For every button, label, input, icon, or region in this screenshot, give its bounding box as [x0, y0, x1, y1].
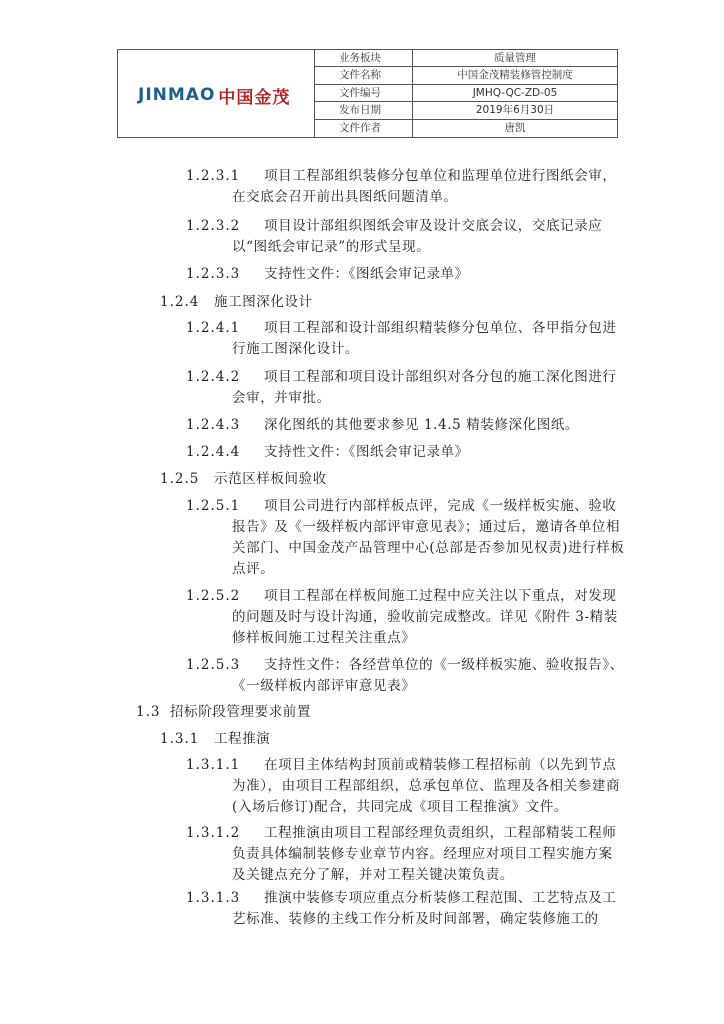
- clause-1-2-3-2: [186, 216, 626, 260]
- clause-1-2-3-1: [186, 166, 626, 210]
- clause-text: 项目工程部和项目设计部组织对各分包的施工深化图进行会审，并审批。: [232, 369, 617, 406]
- clause-number: 1.2.4.3: [186, 417, 241, 433]
- clause-text: 项目设计部组织图纸会审及设计交底会议，交底记录应以“图纸会审记录”的形式呈现。: [232, 218, 603, 255]
- section-title: 施工图深化设计: [214, 294, 313, 310]
- clause-1-2-5-2: [186, 586, 626, 650]
- clause-1-3-1-1: [186, 755, 626, 819]
- section-number: 1.3: [136, 704, 161, 720]
- clause-text: 项目工程部组织装修分包单位和监理单位进行图纸会审，在交底会召开前出具图纸问题清单。: [232, 168, 617, 205]
- section-title: 示范区样板间验收: [214, 471, 327, 487]
- logo-text-en: JINMAO: [138, 85, 216, 105]
- clause-text: 项目工程部和设计部组织精装修分包单位、各甲指分包进行施工图深化设计。: [232, 320, 617, 357]
- header-row-business: [315, 50, 617, 67]
- clause-number: 1.2.4.1: [186, 320, 241, 336]
- header-row-author: [315, 120, 617, 137]
- header-value: 唐凯: [504, 121, 526, 134]
- header-label: 文件作者: [315, 120, 413, 137]
- section-1-3: [136, 702, 616, 724]
- clause-1-2-4-2: [186, 367, 626, 411]
- section-1-2-4: [160, 292, 620, 314]
- header-row-fileno: [315, 85, 617, 102]
- clause-number: 1.2.5.2: [186, 588, 241, 604]
- clause-1-2-4-3: [186, 415, 626, 437]
- section-title: 工程推演: [214, 731, 271, 747]
- section-1-3-1: [160, 729, 620, 751]
- clause-number: 1.3.1.2: [186, 825, 241, 841]
- clause-text: 支持性文件：《图纸会审记录单》: [264, 266, 469, 282]
- document-header-table: [117, 49, 618, 138]
- header-row-filename: [315, 67, 617, 84]
- clause-number: 1.2.3.1: [186, 168, 241, 184]
- clause-number: 1.3.1.3: [186, 890, 241, 906]
- section-title: 招标阶段管理要求前置: [170, 704, 311, 720]
- section-number: 1.2.5: [160, 471, 200, 487]
- clause-text: 项目公司进行内部样板点评，完成《一级样板实施、验收报告》及《一级样板内部评审意见表》；通过后，邀请各单位相关部门、中国金茂产品管理中心(总部是否参加见权责)进行样板点评。: [232, 498, 625, 577]
- section-number: 1.3.1: [160, 731, 200, 747]
- clause-text: 工程推演由项目工程部经理负责组织，工程部精装工程师负责具体编制装修专业章节内容。经理应对项目工程实施方案及关键点充分了解，并对工程关键决策负责。: [232, 825, 617, 883]
- header-value: JMHQ-QC-ZD-05: [472, 86, 558, 99]
- clause-number: 1.2.5.3: [186, 657, 241, 673]
- clause-text: 在项目主体结构封顶前或精装修工程招标前（以先到节点为准），由项目工程部组织，总承包单位、监理及各相关参建商(入场后修订)配合，共同完成《项目工程推演》文件。: [232, 757, 621, 815]
- clause-text: 项目工程部在样板间施工过程中应关注以下重点，对发现的问题及时与设计沟通，验收前完成整改。详见《附件 3-精装修样板间施工过程关注重点》: [232, 588, 618, 646]
- clause-text: 深化图纸的其他要求参见 1.4.5 精装修深化图纸。: [264, 417, 580, 433]
- clause-text: 支持性文件：《图纸会审记录单》: [264, 444, 469, 460]
- header-row-date: [315, 102, 617, 119]
- clause-1-3-1-2: [186, 823, 626, 887]
- clause-1-2-5-3: [186, 655, 626, 699]
- header-label: 文件编号: [315, 85, 413, 101]
- clause-1-2-4-4: [186, 442, 626, 464]
- clause-number: 1.3.1.1: [186, 757, 241, 773]
- header-rows: [315, 50, 617, 137]
- logo-cell: [118, 50, 315, 137]
- header-value: 2019年6月30日: [475, 104, 555, 117]
- header-label: 发布日期: [315, 102, 413, 118]
- header-label: 业务板块: [315, 50, 413, 66]
- clause-text: 推演中装修专项应重点分析装修工程范围、工艺特点及工艺标准、装修的主线工作分析及时间部署，确定装修施工的: [232, 890, 617, 927]
- clause-1-3-1-3: [186, 888, 626, 932]
- clause-number: 1.2.4.2: [186, 369, 241, 385]
- clause-1-2-3-3: [186, 264, 626, 286]
- logo-text-cn: 中国金茂: [218, 87, 291, 108]
- clause-number: 1.2.4.4: [186, 444, 241, 460]
- header-value: 中国金茂精装修管控制度: [457, 69, 573, 82]
- jinmao-logo: [138, 84, 290, 106]
- clause-number: 1.2.5.1: [186, 498, 241, 514]
- clause-1-2-5-1: [186, 496, 626, 582]
- clause-text: 支持性文件：各经营单位的《一级样板实施、验收报告》、《一级样板内部评审意见表》: [232, 657, 624, 694]
- section-number: 1.2.4: [160, 294, 200, 310]
- header-value: 质量管理: [494, 52, 536, 64]
- section-1-2-5: [160, 469, 620, 491]
- clause-1-2-4-1: [186, 318, 626, 362]
- header-label: 文件名称: [315, 67, 413, 83]
- clause-number: 1.2.3.2: [186, 218, 241, 234]
- clause-number: 1.2.3.3: [186, 266, 241, 282]
